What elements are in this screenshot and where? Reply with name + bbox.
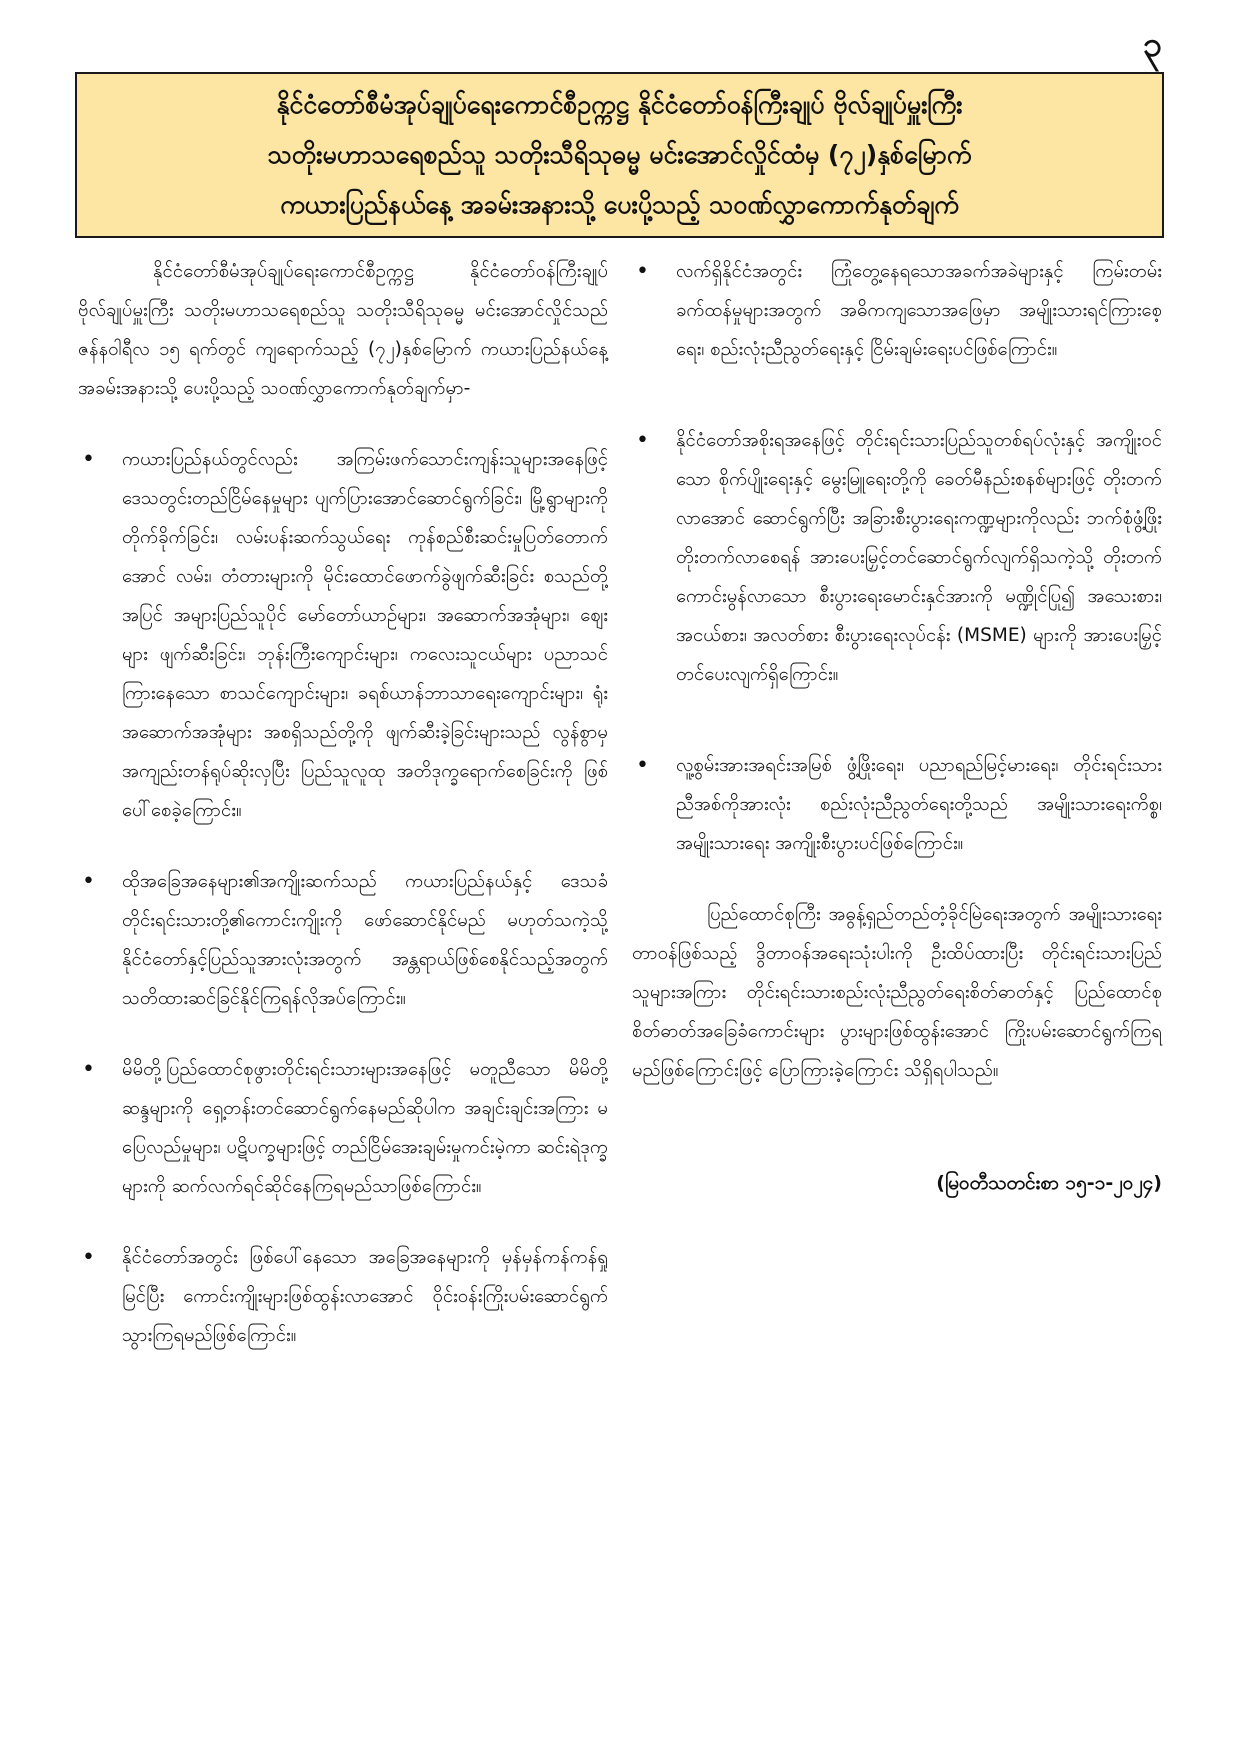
left-bullet-2-text: ထိုအခြေအနေများ၏အကျိုးဆက်သည် ကယားပြည်နယ်နှင့် ဒေသခံတိုင်းရင်းသားတို့၏ကောင်းကျိုးကို ဖော်ဆောင်နိုင်မည် မဟုတ်သကဲ့သို့ နိုင်ငံတော်နှင့်ပြည်သူအားလုံးအတွက် အန္တရာယ်ဖြစ်စေနိုင်သည့်အတွက် သတိထားဆင်ခြင်နိုင်ကြရန်လိုအပ်ကြောင်း။ [122,871,608,1009]
bullet-icon: • [82,1057,95,1082]
bullet-icon: • [82,869,95,894]
right-bullet-3 [632,746,1162,863]
bullet-icon: • [82,1245,95,1270]
right-bullet-1 [632,252,1162,369]
page-number: ၃ [1142,25,1162,65]
bullet-icon: • [636,428,649,453]
left-bullet-3-text: မိမိတို့ပြည်ထောင်စုဖွားတိုင်းရင်းသားများအနေဖြင့် မတူညီသော မိမိတို့ဆန္ဒများကို ရှေ့တန်းတင်ဆောင်ရွက်နေမည်ဆိုပါက အချင်းချင်းအကြား မပြေလည်မှုများ၊ ပဋိပက္ခများဖြင့် တည်ငြိမ်အေးချမ်းမှုကင်းမဲ့ကာ ဆင်းရဲဒုက္ခများကို ဆက်လက်ရင်ဆိုင်နေကြရမည်သာဖြစ်ကြောင်း။ [122,1059,608,1197]
closing-paragraph: ပြည်ထောင်စုကြီး အဓွန့်ရှည်တည်တံ့ခိုင်မြဲရေးအတွက် အမျိုးသားရေးတာဝန်ဖြစ်သည့် ဒွိတာဝန်အရေးသုံးပါးကို ဦးထိပ်ထားပြီး တိုင်းရင်းသားပြည်သူများအကြား တိုင်းရင်းသားစည်းလုံးညီညွတ်ရေးစိတ်ဓာတ်နှင့် ပြည်ထောင်စုစိတ်ဓာတ်အခြေခံကောင်းများ ပွားများဖြစ်ထွန်းအောင် ကြိုးပမ်းဆောင်ရွက်ကြရမည်ဖြစ်ကြောင်းဖြင့် ပြောကြားခဲ့ကြောင်း သိရှိရပါသည်။ [632,904,1162,1081]
bullet-icon: • [636,259,649,284]
right-bullet-2-text: နိုင်ငံတော်အစိုးရအနေဖြင့် တိုင်းရင်းသားပြည်သူတစ်ရပ်လုံးနှင့် အကျိုးဝင်သော စိုက်ပျိုးရေးနှင့် မွေးမြူရေးတို့ကို ခေတ်မီနည်းစနစ်များဖြင့် တိုးတက်လာအောင် ဆောင်ရွက်ပြီး အခြားစီးပွားရေးကဏ္ဍများကိုလည်း ဘက်စုံဖွံ့ဖြိုးတိုးတက်လာစေရန် အားပေးမြှင့်တင်ဆောင်ရွက်လျက်ရှိသကဲ့သို့ တိုးတက်ကောင်းမွန်လာသော စီးပွားရေးမောင်းနှင်အားကို မဏ္ဍိုင်ပြု၍ အသေးစား၊ အငယ်စား၊ အလတ်စား စီးပွားရေးလုပ်ငန်း (MSME) များကို အားပေးမြှင့်တင်ပေးလျက်ရှိကြောင်း။ [676,430,1162,685]
headline-line-1: နိုင်ငံတော်စီမံအုပ်ချုပ်ရေးကောင်စီဥက္ကဋ္ဌ နိုင်ငံတော်ဝန်ကြီးချုပ် ဗိုလ်ချုပ်မှူးကြီး [276,90,963,119]
left-column [78,252,608,1355]
right-bullet-3-text: လူ့စွမ်းအားအရင်းအမြစ် ဖွံ့ဖြိုးရေး၊ ပညာရည်မြင့်မားရေး၊ တိုင်းရင်းသားညီအစ်ကိုအားလုံး စည်းလုံးညီညွတ်ရေးတို့သည် အမျိုးသားရေးကိစ္စ၊ အမျိုးသားရေး အကျိုးစီးပွားပင်ဖြစ်ကြောင်း။ [676,755,1162,854]
left-bullet-2 [78,862,608,1018]
left-bullet-3 [78,1050,608,1206]
right-column [632,252,1162,1203]
right-bullet-1-text: လက်ရှိနိုင်ငံအတွင်း ကြုံတွေ့နေရသောအခက်အခဲများနှင့် ကြမ်းတမ်းခက်ထန်မှုများအတွက် အဓိကကျသောအဖြေမှာ အမျိုးသားရင်ကြားစေ့ရေး၊ စည်းလုံးညီညွတ်ရေးနှင့် ငြိမ်းချမ်းရေးပင်ဖြစ်ကြောင်း။ [676,261,1162,360]
intro-paragraph: နိုင်ငံတော်စီမံအုပ်ချုပ်ရေးကောင်စီဥက္ကဋ္ဌ နိုင်ငံတော်ဝန်ကြီးချုပ် ဗိုလ်ချုပ်မှူးကြီး သတိုးမဟာသရေစည်သူ သတိုးသီရိသုဓမ္မ မင်းအောင်လှိုင်သည် ဇန်နဝါရီလ ၁၅ ရက်တွင် ကျရောက်သည့် (၇၂)နှစ်မြောက် ကယားပြည်နယ်နေ့ အခမ်းအနားသို့ ပေးပို့သည့် သဝဏ်လွှာကောက်နုတ်ချက်မှာ- [78,261,608,399]
bullet-icon: • [636,753,649,778]
right-bullet-2 [632,421,1162,694]
left-bullet-4-text: နိုင်ငံတော်အတွင်း ဖြစ်ပေါ်နေသော အခြေအနေများကို မှန်မှန်ကန်ကန်ရှုမြင်ပြီး ကောင်းကျိုးများဖြစ်ထွန်းလာအောင် ဝိုင်းဝန်းကြိုးပမ်းဆောင်ရွက်သွားကြရမည်ဖြစ်ကြောင်း။ [122,1247,608,1346]
headline-box [75,72,1164,238]
source-citation: (မြဝတီသတင်းစာ ၁၅-၁-၂၀၂၄) [936,1172,1162,1194]
bullet-icon: • [82,447,95,472]
headline-line-2: သတိုးမဟာသရေစည်သူ သတိုးသီရိသုဓမ္မ မင်းအောင်လှိုင်ထံမှ (၇၂)နှစ်မြောက် [267,140,972,169]
left-bullet-4 [78,1238,608,1355]
headline-line-3: ကယားပြည်နယ်နေ့ အခမ်းအနားသို့ ပေးပို့သည့် သဝဏ်လွှာကောက်နုတ်ချက် [280,190,959,219]
left-bullet-1-text: ကယားပြည်နယ်တွင်လည်း အကြမ်းဖက်သောင်းကျန်းသူများအနေဖြင့် ဒေသတွင်းတည်ငြိမ်နေမှုများ ပျက်ပြားအောင်ဆောင်ရွက်ခြင်း၊ မြို့ရွာများကို တိုက်ခိုက်ခြင်း၊ လမ်းပန်းဆက်သွယ်ရေး ကုန်စည်စီးဆင်းမှုပြတ်တောက်အောင် လမ်း၊ တံတားများကို မိုင်းထောင်ဖောက်ခွဲဖျက်ဆီးခြင်း စသည်တို့အပြင် အများပြည်သူပိုင် မော်တော်ယာဉ်များ၊ အဆောက်အအုံများ၊ ဈေးများ ဖျက်ဆီးခြင်း၊ ဘုန်းကြီးကျောင်းများ၊ ကလေးသူငယ်များ ပညာသင်ကြားနေသော စာသင်ကျောင်းများ၊ ခရစ်ယာန်ဘာသာရေးကျောင်းများ၊ ရုံးအဆောက်အအုံများ အစရှိသည်တို့ကို ဖျက်ဆီးခဲ့ခြင်းများသည် လွန်စွာမှအကျည်းတန်ရုပ်ဆိုးလှပြီး ပြည်သူလူထု အတိဒုက္ခရောက်စေခြင်းကို ဖြစ်ပေါ်စေခဲ့ကြောင်း။ [122,449,608,821]
left-bullet-1 [78,440,608,830]
